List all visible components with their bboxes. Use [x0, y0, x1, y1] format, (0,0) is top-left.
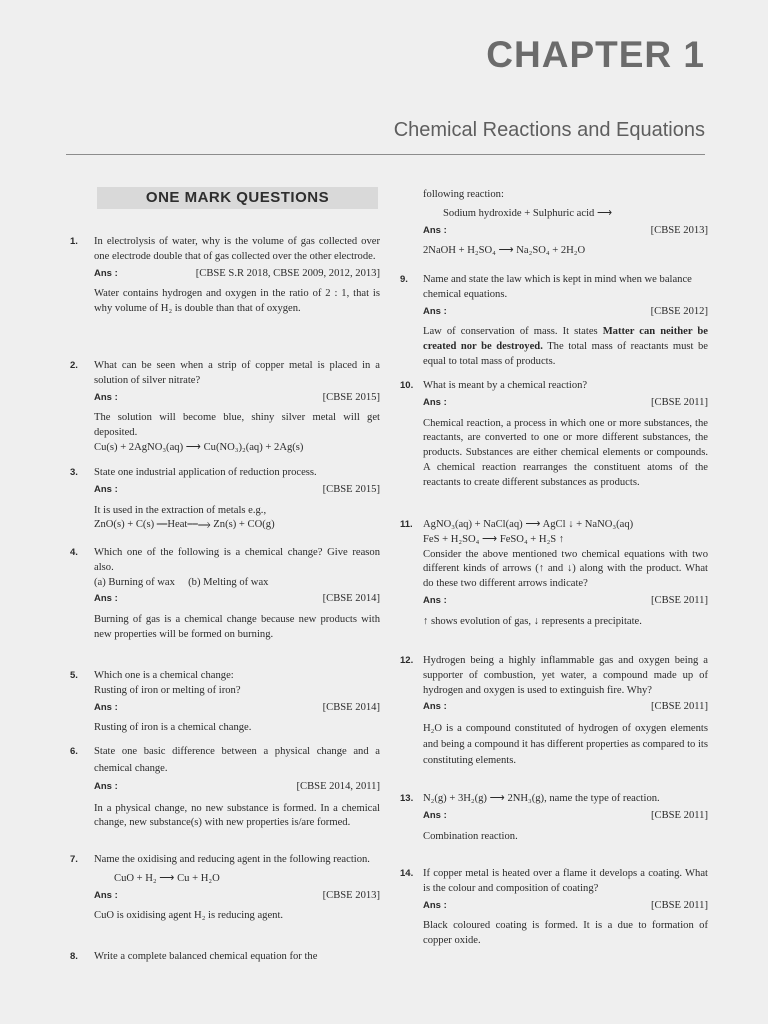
- question-text: State one basic difference between a physical change and a chemical change.: [94, 746, 380, 774]
- answer-label: Ans :: [423, 899, 447, 911]
- answer-label: Ans :: [423, 594, 447, 606]
- question-number: 7.: [70, 854, 78, 865]
- source-tag: [CBSE 2011]: [651, 899, 708, 911]
- question-number: 6.: [70, 746, 78, 757]
- answer-label: Ans :: [94, 267, 118, 279]
- question-text: Hydrogen being a highly inflammable gas and oxygen being a supporter of combustion, yet water, a compound made up of hydrogen and oxygen is used to extinguish fire. Why?: [423, 655, 708, 696]
- chapter-heading: CHAPTER 1: [486, 34, 705, 75]
- question-13: [400, 792, 708, 844]
- answer-text: ↑ shows evolution of gas, ↓ represents a precipitate.: [423, 615, 642, 627]
- question-text: Which one is a chemical change:: [94, 670, 234, 681]
- answer-text: Combination reaction.: [423, 830, 518, 842]
- question-9: [400, 273, 708, 370]
- answer-text: It is used in the extraction of metals e.g.,: [94, 504, 267, 516]
- source-tag: [CBSE S.R 2018, CBSE 2009, 2012, 2013]: [195, 267, 380, 279]
- answer-text: Rusting of iron is a chemical change.: [94, 722, 252, 734]
- answer-label: Ans :: [423, 305, 447, 317]
- divider: [66, 154, 705, 155]
- answer-label: Ans :: [423, 701, 447, 713]
- answer-text: H₂O is a compound constituted of hydrogen of oxygen elements and being a compound it has different properties as compared to its constituting elements.: [423, 723, 708, 767]
- question-equation: Sodium hydroxide + Sulphuric acid ⟶: [443, 207, 613, 219]
- answer-label: Ans :: [94, 483, 118, 495]
- equation-2: FeS + H₂SO₄ ⟶ FeSO₄ + H₂S ↑: [423, 533, 565, 545]
- question-text: What can be seen when a strip of copper metal is placed in a solution of silver nitrate?: [94, 360, 380, 386]
- question-text: State one industrial application of reduction process.: [94, 467, 317, 478]
- question-2: [70, 359, 380, 456]
- question-number: 4.: [70, 547, 78, 558]
- question-number: 9.: [400, 274, 408, 285]
- question-10: [400, 379, 708, 491]
- question-8: [70, 950, 380, 965]
- question-equation: CuO + H₂ ⟶ Cu + H₂O: [114, 872, 220, 884]
- question-5: [70, 669, 380, 736]
- answer-label: Ans :: [423, 224, 447, 236]
- question-text: In electrolysis of water, why is the volume of gas collected over one electrode double that of gas collected over the other electrode.: [94, 236, 380, 262]
- question-text: What is meant by a chemical reaction?: [423, 380, 588, 391]
- question-12: [400, 654, 708, 769]
- source-tag: [CBSE 2015]: [322, 483, 380, 495]
- question-text: Write a complete balanced chemical equation for the: [94, 951, 318, 962]
- source-tag: [CBSE 2011]: [651, 594, 708, 606]
- chapter-title: Chemical Reactions and Equations: [393, 119, 705, 141]
- source-tag: [CBSE 2014, 2011]: [296, 781, 380, 792]
- answer-text: Black coloured coating is formed. It is a due to formation of copper oxide.: [423, 920, 708, 947]
- question-number: 14.: [400, 868, 414, 879]
- answer-text: Chemical reaction, a process in which one or more substances, the reactants, are converted to one or more different substances, the products. Substances are either chemical elements or compounds. A chemical reaction rearranges the constituent atoms of the reactants to create different substances as products.: [423, 417, 708, 488]
- source-tag: [CBSE 2013]: [650, 224, 708, 236]
- answer-text: CuO is oxidising agent H₂ is reducing agent.: [94, 910, 284, 922]
- question-number: 5.: [70, 670, 78, 681]
- source-tag: [CBSE 2014]: [322, 593, 380, 605]
- answer-text: Water contains hydrogen and oxygen in the ratio of 2 : 1, that is why volume of H₂ is double than that of oxygen.: [94, 288, 380, 315]
- equation: ZnO(s) + C(s) ⎯⎯Heat⎯⎯⟶ Zn(s) + CO(g): [94, 519, 275, 531]
- question-text: Consider the above mentioned two chemical equations with two different kinds of arrows (↑ and ↓) along with the product. What do these two different arrows indicate?: [423, 548, 708, 590]
- question-text: Which one of the following is a chemical change? Give reason also.: [94, 547, 380, 573]
- source-tag: [CBSE 2011]: [651, 809, 708, 821]
- source-tag: [CBSE 2014]: [322, 701, 380, 713]
- question-text-2: Rusting of iron or melting of iron?: [94, 684, 241, 696]
- source-tag: [CBSE 2012]: [650, 305, 708, 317]
- equation: 2NaOH + H₂SO₄ ⟶ Na₂SO₄ + 2H₂O: [423, 245, 586, 257]
- answer-label: Ans :: [94, 889, 118, 901]
- source-tag: [CBSE 2011]: [651, 701, 708, 713]
- answer-text: In a physical change, no new substance is formed. In a chemical change, new substance(s) with new properties is/are formed.: [94, 802, 380, 829]
- answer-label: Ans :: [423, 396, 447, 408]
- equation: Cu(s) + 2AgNO₃(aq) ⟶ Cu(NO₃)₂(aq) + 2Ag(s): [94, 441, 304, 453]
- question-1: [70, 235, 380, 317]
- question-number: 8.: [70, 951, 78, 962]
- answer-text: The solution will become blue, shiny silver metal will get deposited.: [94, 412, 380, 439]
- answer-text: Burning of gas is a chemical change because new products with new properties will be formed on burning.: [94, 614, 380, 640]
- question-text: N₂(g) + 3H₂(g) ⟶ 2NH₃(g), name the type of reaction.: [423, 793, 660, 804]
- question-number: 10.: [400, 380, 414, 391]
- source-tag: [CBSE 2015]: [322, 391, 380, 403]
- answer-label: Ans :: [94, 593, 118, 605]
- question-number: 2.: [70, 360, 78, 371]
- question-number: 13.: [400, 793, 414, 804]
- question-number: 12.: [400, 655, 414, 666]
- question-text: Name the oxidising and reducing agent in the following reaction.: [94, 854, 370, 865]
- answer-label: Ans :: [94, 781, 118, 792]
- question-number: 1.: [70, 236, 78, 247]
- answer-label: Ans :: [94, 391, 118, 403]
- question-8-continued: [400, 188, 708, 259]
- answer-text: Law of conservation of mass. It states Matter can neither be created nor be destroyed. The total mass of reactants must be equal to total mass of products.: [423, 326, 709, 367]
- question-text: If copper metal is heated over a flame it develops a coating. What is the colour and composition of coating?: [423, 868, 708, 894]
- section-banner: ONE MARK QUESTIONS: [97, 187, 378, 209]
- answer-label: Ans :: [94, 701, 118, 713]
- question-number: 11.: [400, 519, 413, 530]
- question-11: [400, 518, 708, 630]
- source-tag: [CBSE 2011]: [651, 396, 708, 408]
- question-7: [70, 853, 380, 924]
- answer-label: Ans :: [423, 809, 447, 821]
- question-6: [70, 744, 380, 831]
- question-text: Name and state the law which is kept in mind when we balance chemical equations.: [423, 274, 692, 300]
- source-tag: [CBSE 2013]: [322, 889, 380, 901]
- equation-1: AgNO₃(aq) + NaCl(aq) ⟶ AgCl ↓ + NaNO₃(aq): [423, 519, 634, 530]
- question-options: (a) Burning of wax (b) Melting of wax: [94, 576, 269, 588]
- question-text: following reaction:: [423, 189, 504, 200]
- question-number: 3.: [70, 467, 78, 478]
- question-3: [70, 466, 380, 533]
- question-4: [70, 546, 380, 643]
- question-14: [400, 867, 708, 949]
